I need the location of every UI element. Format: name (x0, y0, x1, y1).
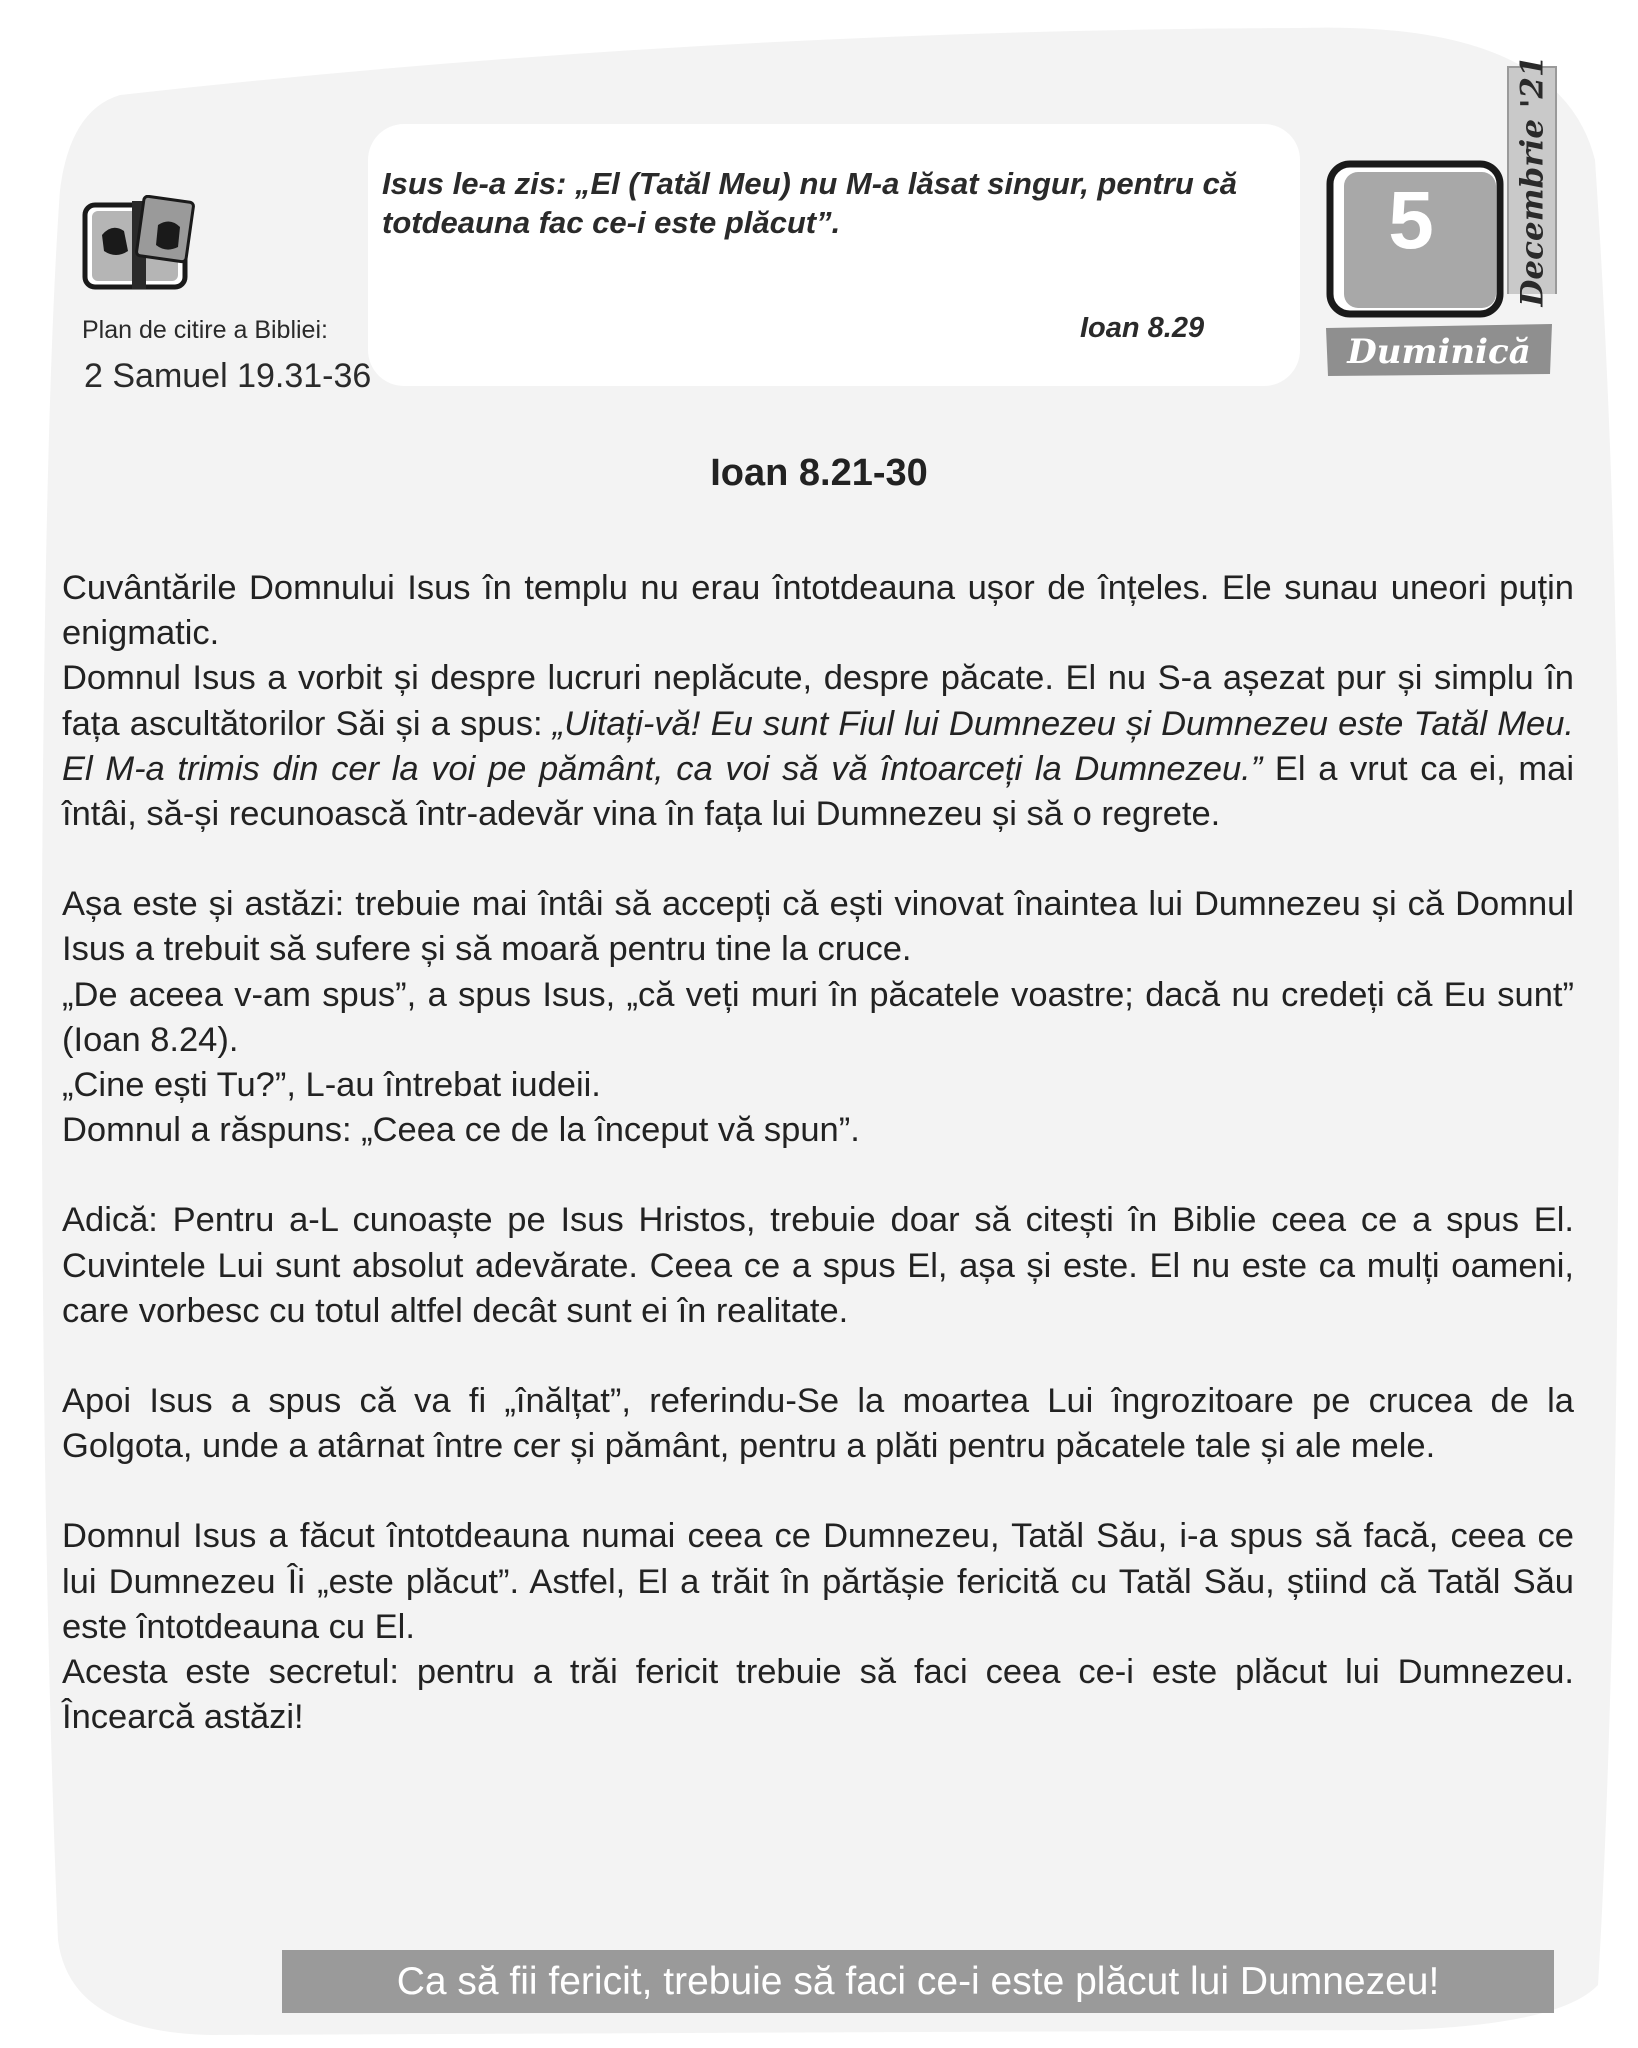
paragraph: Acesta este secretul: pentru a trăi fericit trebuie să faci ceea ce-i este plăcut lui Dumnezeu. Încearcă astăzi! (62, 1653, 1574, 1737)
reading-plan-label: Plan de citire a Bibliei: (82, 316, 328, 344)
open-book-icon (80, 195, 205, 295)
date-month-year (1509, 55, 1555, 306)
paragraph: Domnul a răspuns: „Ceea ce de la început vă spun”. (62, 1111, 860, 1150)
devotional-body (62, 566, 1574, 1740)
footer-banner: Ca să fii fericit, trebuie să faci ce-i este plăcut lui Dumnezeu! (282, 1950, 1554, 2013)
paragraph: Așa este și astăzi: trebuie mai întâi să accepți că ești vinovat înaintea lui Dumnezeu și că Domnul Isus a trebuit să sufere și să moară pentru tine la cruce. (62, 885, 1574, 969)
reading-plan-reference: 2 Samuel 19.31-36 (84, 357, 372, 395)
paragraph: Domnul Isus a făcut întotdeauna numai ceea ce Dumnezeu, Tatăl Său, i-a spus să facă, ceea ce lui Dumnezeu Îi „este plăcut”. Astfel, El a trăit în părtășie fericită cu Tatăl Său, știind că Tatăl Său este întotdeauna cu El. (62, 1517, 1574, 1646)
date-month-year-label: Decembrie '21 (1514, 55, 1550, 306)
paragraph: Apoi Isus a spus că va fi „înălțat”, referindu-Se la moartea Lui îngrozitoare pe crucea de la Golgota, unde a atârnat între cer și pământ, pentru a plăti pentru păcatele tale și ale mele. (62, 1382, 1574, 1466)
paragraph-gap (62, 1153, 1574, 1198)
date-day: 5 (1388, 175, 1434, 266)
paragraph: Cuvântările Domnului Isus în templu nu erau întotdeauna ușor de înțeles. Ele sunau uneori puțin enigmatic. (62, 569, 1574, 653)
passage-title: Ioan 8.21-30 (710, 452, 928, 494)
date-weekday: Duminică (1347, 332, 1531, 372)
paragraph-gap (62, 1469, 1574, 1514)
verse-reference: Ioan 8.29 (1080, 312, 1205, 344)
paragraph: Adică: Pentru a-L cunoaște pe Isus Hristos, trebuie doar să citești în Biblie ceea ce a spus El. Cuvintele Lui sunt absolut adevărate. Ceea ce a spus El, așa și este. El nu este ca mulți oameni, care vorbesc cu totul altfel decât sunt ei în realitate. (62, 1201, 1574, 1330)
quote-text: „Uitați-vă! Eu sunt Fiul lui Dumnezeu și Dumnezeu este Tatăl Meu. El M-a trimis din cer la voi pe pământ, ca voi să vă întoarceți la Dumnezeu.” (62, 704, 1574, 788)
paragraph (62, 656, 1574, 837)
paragraph-text: Domnul Isus a vorbit și despre lucruri neplăcute, despre păcate. El nu S-a așezat pur și simplu în fața ascultătorilor Săi și a spus: (62, 659, 1574, 743)
paragraph: „De aceea v-am spus”, a spus Isus, „că veți muri în păcatele voastre; dacă nu credeți că Eu sunt” (Ioan 8.24). (62, 975, 1574, 1059)
paragraph-text: El a vrut ca ei, mai întâi, să-și recunoască într-adevăr vina în fața lui Dumnezeu și să o regrete. (62, 749, 1574, 834)
paragraph: „Cine ești Tu?”, L-au întrebat iudeii. (62, 1066, 601, 1105)
paragraph-gap (62, 837, 1574, 882)
paragraph-gap (62, 1334, 1574, 1379)
verse-text: Isus le-a zis: „El (Tatăl Meu) nu M-a lăsat singur, pentru că totdeauna fac ce-i este plăcut”. (382, 166, 1237, 240)
